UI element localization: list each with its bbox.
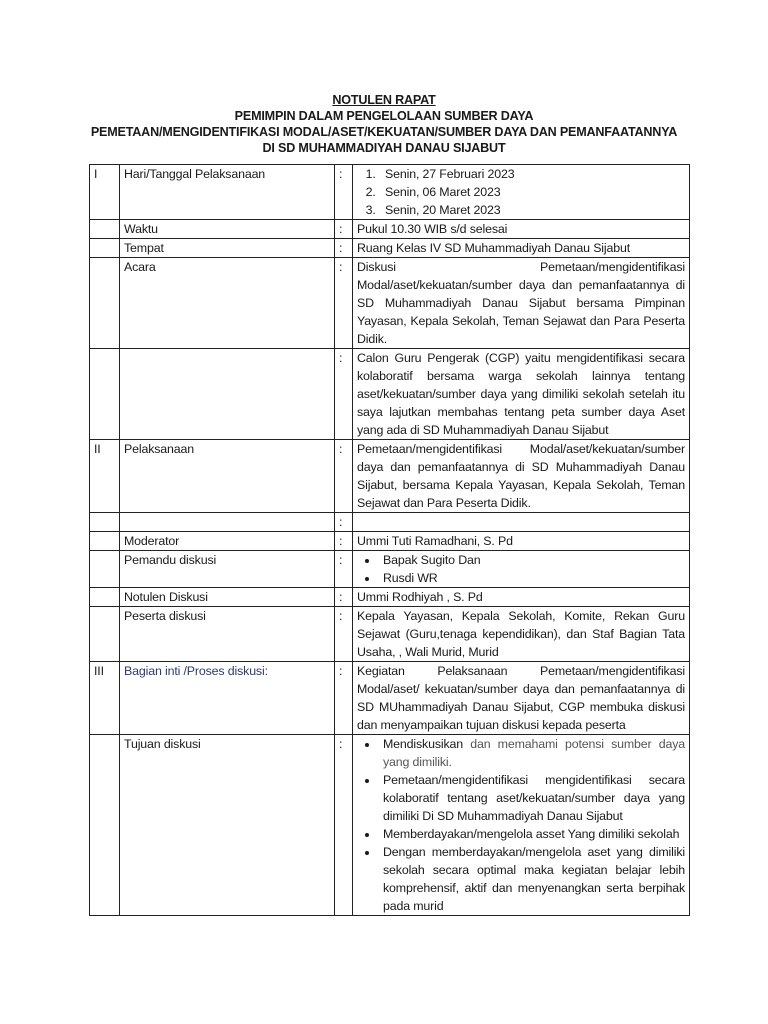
dates-list <box>357 165 685 219</box>
colon: : <box>335 513 353 532</box>
row-number: II <box>90 440 120 513</box>
row-label: Acara <box>120 258 335 349</box>
list-item: • Memberdayakan/mengelola asset Yang dimiliki sekolah <box>379 825 685 843</box>
colon: : <box>335 440 353 513</box>
list-item: • Bapak Sugito Dan <box>379 551 685 569</box>
colon: : <box>335 349 353 440</box>
table-row-pemandu <box>90 551 690 588</box>
row-value <box>353 735 690 916</box>
colon: : <box>335 735 353 916</box>
row-label: Moderator <box>120 532 335 551</box>
table-row-cgp <box>90 349 690 440</box>
title-line-1: NOTULEN RAPAT <box>332 93 436 107</box>
list-item: • Pemetaan/mengidentifikasi mengidentifikasi secara kolaboratif tentang aset/kekuatan/sumber daya yang dimiliki Di SD Muhammadiyah Danau Sijabut <box>379 771 685 825</box>
tujuan-list <box>357 735 685 915</box>
title-line-2: PEMIMPIN DALAM PENGELOLAAN SUMBER DAYA <box>234 109 534 123</box>
row-label: Tujuan diskusi <box>120 735 335 916</box>
table-row-acara <box>90 258 690 349</box>
table-row-peserta <box>90 607 690 662</box>
table-row-pelaksanaan <box>90 440 690 513</box>
row-value: Pemetaan/mengidentifikasi Modal/aset/kekuatan/sumber daya dan pemanfaatannya di SD Muhammadiyah Danau Sijabut, bersama Kepala Yayasan, Kepala Sekolah, Teman Sejawat dan Para Peserta Didik. <box>353 440 690 513</box>
colon: : <box>335 607 353 662</box>
list-item: • Rusdi WR <box>379 569 685 587</box>
colon: : <box>335 220 353 239</box>
row-value: Ummi Tuti Ramadhani, S. Pd <box>353 532 690 551</box>
row-value <box>353 551 690 588</box>
colon: : <box>335 551 353 588</box>
colon: : <box>335 165 353 220</box>
colon: : <box>335 239 353 258</box>
list-item: 1. Senin, 27 Februari 2023 <box>379 165 685 183</box>
row-label: Waktu <box>120 220 335 239</box>
document-title <box>0 92 768 156</box>
row-label: Pemandu diskusi <box>120 551 335 588</box>
list-item: • Mendiskusikan dan memahami potensi sumber daya yang dimiliki. <box>379 735 685 771</box>
title-line-3: PEMETAAN/MENGIDENTIFIKASI MODAL/ASET/KEKUATAN/SUMBER DAYA DAN PEMANFAATANNYA <box>90 125 678 139</box>
row-value: Kegiatan Pelaksanaan Pemetaan/mengidentifikasi Modal/aset/ kekuatan/sumber daya dan pemanfaatannya di SD MUhammadiyah Danau Sijabut, CGP membuka diskusi dan menyampaikan tujuan diskusi kepada peserta <box>353 662 690 735</box>
table-row-hari <box>90 165 690 220</box>
table-row-bagian <box>90 662 690 735</box>
list-item: 3. Senin, 20 Maret 2023 <box>379 201 685 219</box>
row-value: Ruang Kelas IV SD Muhammadiyah Danau Sijabut <box>353 239 690 258</box>
table-row-empty <box>90 513 690 532</box>
row-label: Bagian inti /Proses diskusi: <box>120 662 335 735</box>
row-label: Peserta diskusi <box>120 607 335 662</box>
table-row-waktu <box>90 220 690 239</box>
title-line-4: DI SD MUHAMMADIYAH DANAU SIJABUT <box>262 141 506 155</box>
colon: : <box>335 588 353 607</box>
colon: : <box>335 532 353 551</box>
row-value: Calon Guru Pengerak (CGP) yaitu mengidentifikasi secara kolaboratif bersama warga sekolah lainnya tentang aset/kekuatan/sumber daya yang dimiliki sekolah setelah itu saya lajutkan membahas tentang peta sumber daya Aset yang ada di SD Muhammadiyah Danau Sijabut <box>353 349 690 440</box>
row-number: III <box>90 662 120 735</box>
list-item: 2. Senin, 06 Maret 2023 <box>379 183 685 201</box>
row-label: Pelaksanaan <box>120 440 335 513</box>
table-row-notulen <box>90 588 690 607</box>
table-row-moderator <box>90 532 690 551</box>
table-row-tempat <box>90 239 690 258</box>
row-label: Tempat <box>120 239 335 258</box>
row-value: Kepala Yayasan, Kepala Sekolah, Komite, Rekan Guru Sejawat (Guru,tenaga kependidikan), dan Staf Bagian Tata Usaha, , Wali Murid, Murid <box>353 607 690 662</box>
colon: : <box>335 662 353 735</box>
table-row-tujuan <box>90 735 690 916</box>
pemandu-list <box>357 551 685 587</box>
colon: : <box>335 258 353 349</box>
row-label: Notulen Diskusi <box>120 588 335 607</box>
row-label: Hari/Tanggal Pelaksanaan <box>120 165 335 220</box>
row-value: Ummi Rodhiyah , S. Pd <box>353 588 690 607</box>
list-item: • Dengan memberdayakan/mengelola aset yang dimiliki sekolah secara optimal maka kegiatan belajar lebih komprehensif, aktif dan menyenangkan serta berpihak pada murid <box>379 843 685 915</box>
minutes-table <box>89 164 690 916</box>
row-value: Diskusi Pemetaan/mengidentifikasi Modal/aset/kekuatan/sumber daya dan pemanfaatannya di SD Muhammadiyah Danau Sijabut bersama Pimpinan Yayasan, Kepala Sekolah, Teman Sejawat dan Para Peserta Didik. <box>353 258 690 349</box>
row-value <box>353 165 690 220</box>
row-value: Pukul 10.30 WIB s/d selesai <box>353 220 690 239</box>
row-number: I <box>90 165 120 220</box>
